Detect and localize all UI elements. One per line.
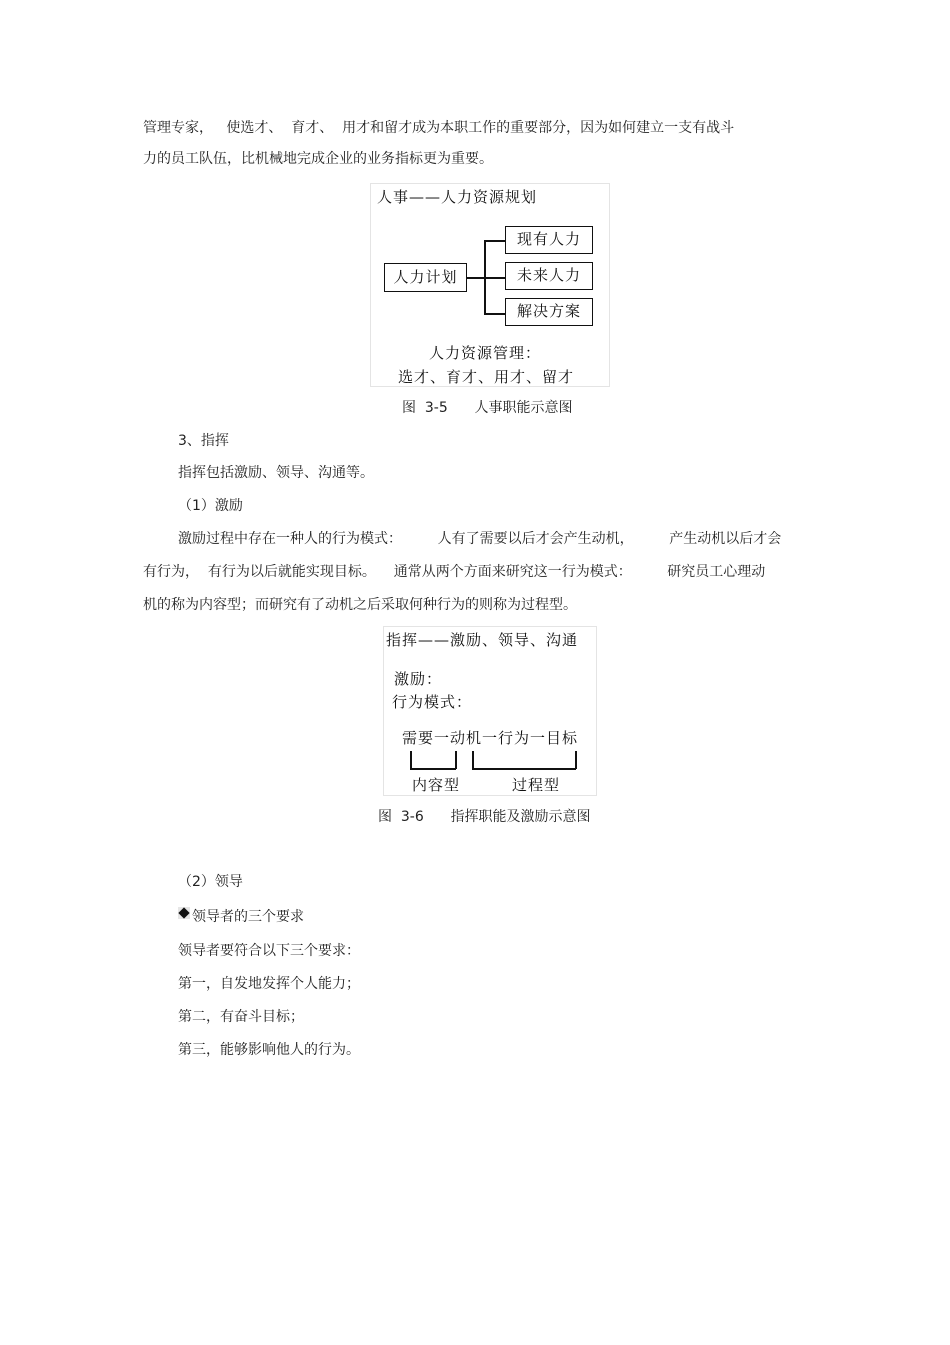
paragraph-line: 指挥包括激励、领导、沟通等。 — [178, 465, 374, 481]
connector-line — [484, 240, 505, 242]
paragraph-line: 管理专家， 使选才、 育才、 用才和留才成为本职工作的重要部分，因为如何建立一支有战斗 — [143, 120, 735, 136]
list-item: 第三，能够影响他人的行为。 — [178, 1042, 360, 1058]
paragraph-line: 有行为， 有行为以后就能实现目标。 通常从两个方面来研究这一行为模式： 研究员工心理动 — [143, 564, 766, 580]
root-box: 人力计划 — [384, 263, 467, 292]
bracket-label: 过程型 — [512, 776, 561, 794]
figure-title: 指挥——激励、领导、沟通 — [386, 631, 579, 649]
figure-label: 行为模式： — [392, 693, 473, 711]
connector-line — [484, 277, 505, 279]
subsection-heading: （2）领导 — [178, 874, 243, 890]
figure-label: 激励： — [394, 670, 443, 688]
bracket-label: 内容型 — [412, 776, 461, 794]
connector-line — [467, 277, 485, 279]
branch-box: 解决方案 — [505, 298, 593, 326]
subsection-heading: （1）激励 — [178, 498, 243, 514]
figure-footer: 选才、育才、用才、留才 — [398, 368, 575, 386]
section-heading: 3、指挥 — [178, 433, 229, 449]
figure-caption: 图 3-5 人事职能示意图 — [402, 400, 573, 416]
branch-box: 现有人力 — [505, 226, 593, 254]
bracket-line — [455, 751, 457, 769]
diamond-bullet-icon — [178, 907, 190, 919]
figure-footer: 人力资源管理： — [429, 344, 542, 362]
figure-caption: 图 3-6 指挥职能及激励示意图 — [378, 809, 591, 825]
list-item: 第二，有奋斗目标； — [178, 1009, 304, 1025]
bracket-line — [472, 768, 576, 770]
bracket-line — [575, 751, 577, 769]
branch-box: 未来人力 — [505, 262, 593, 290]
paragraph-line: 力的员工队伍，比机械地完成企业的业务指标更为重要。 — [143, 151, 493, 167]
figure-direct-motivation — [383, 626, 597, 796]
bullet-heading: 领导者的三个要求 — [192, 909, 304, 925]
paragraph-line: 激励过程中存在一种人的行为模式： 人有了需要以后才会产生动机， 产生动机以后才会 — [178, 531, 782, 547]
bracket-line — [410, 751, 412, 769]
bracket-line — [410, 768, 456, 770]
paragraph-line: 机的称为内容型；而研究有了动机之后采取何种行为的则称为过程型。 — [143, 597, 577, 613]
behavior-chain: 需要一动机一行为一目标 — [402, 729, 579, 747]
figure-hr-planning — [370, 183, 610, 387]
bracket-line — [472, 751, 474, 769]
list-item: 第一，自发地发挥个人能力； — [178, 976, 360, 992]
paragraph-line: 领导者要符合以下三个要求： — [178, 943, 360, 959]
connector-line — [484, 313, 505, 315]
figure-title: 人事——人力资源规划 — [377, 188, 538, 206]
